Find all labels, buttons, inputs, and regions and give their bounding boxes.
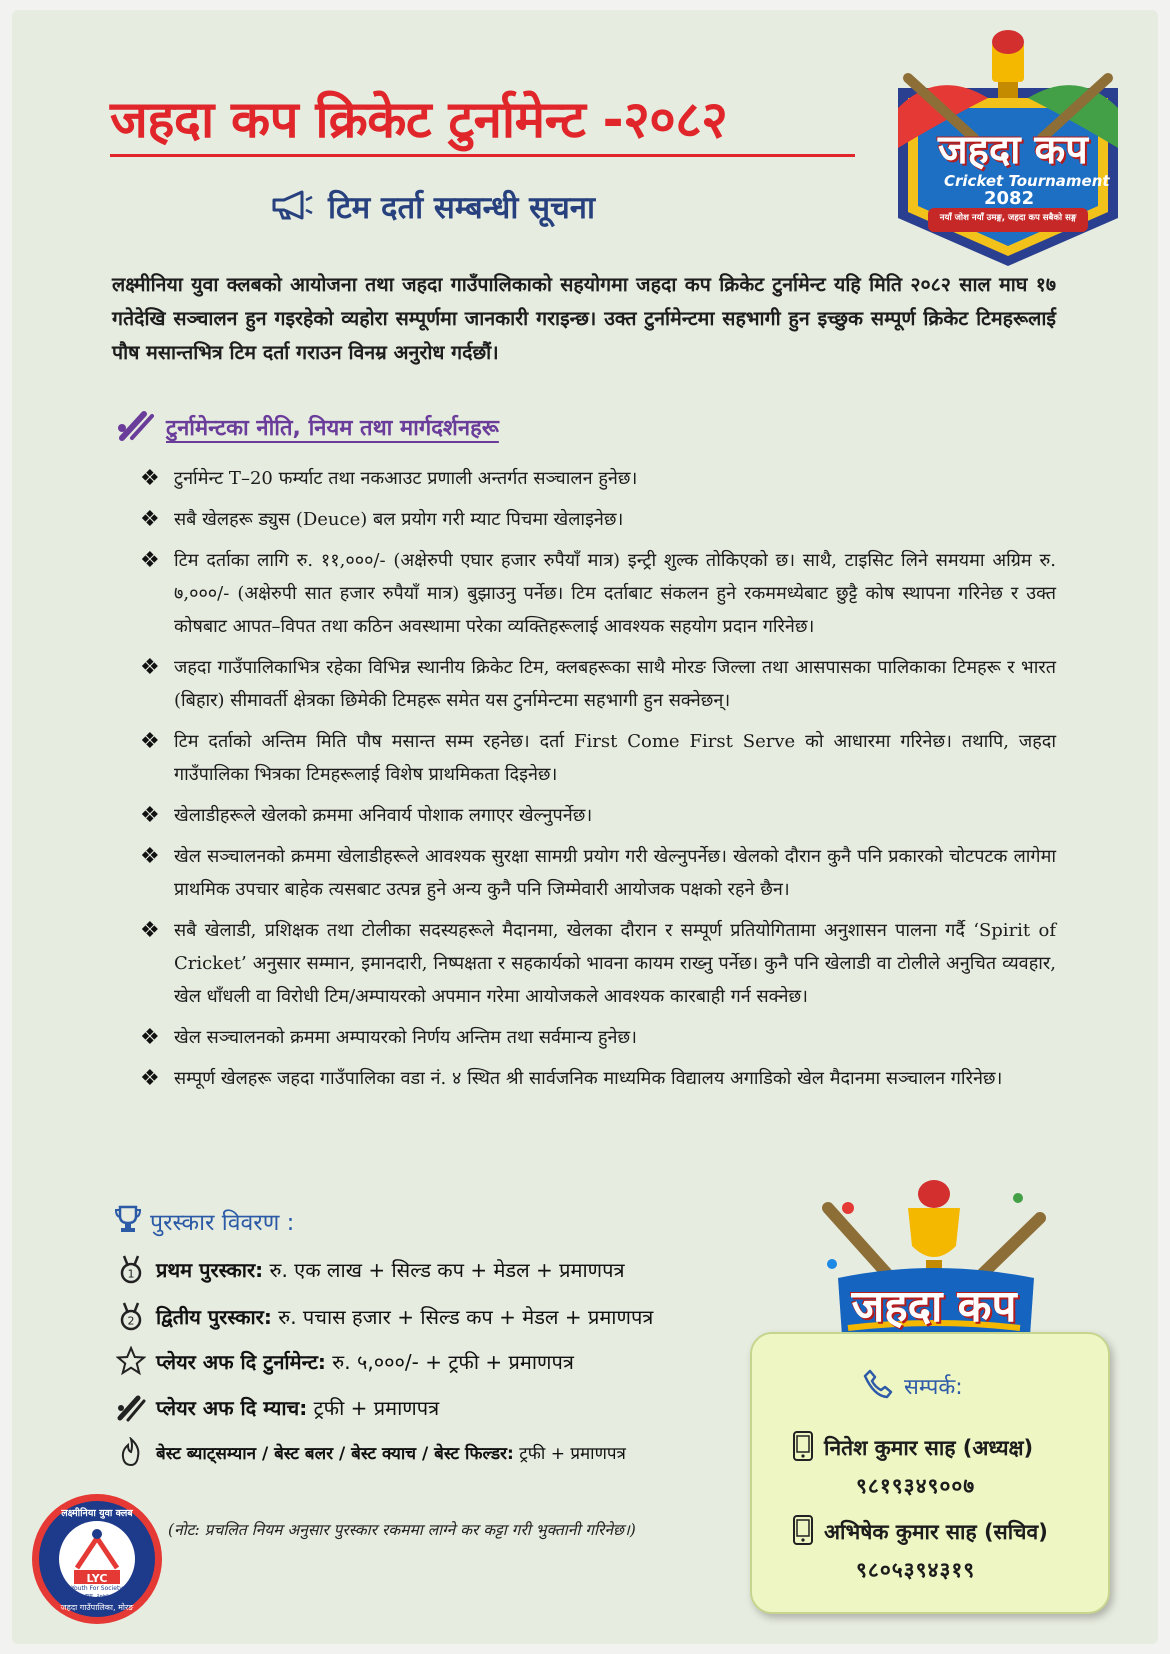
star-icon (116, 1346, 146, 1376)
rules-title: टुर्नामेन्टका नीति, नियम तथा मार्गदर्शनहरू (166, 416, 499, 441)
club-estd: स्था. २०७९ (85, 1593, 109, 1600)
diamond-bullet-icon: ❖ (140, 1025, 160, 1050)
rule-item: ❖ खेल सञ्चालनको क्रममा खेलाडीहरूले आवश्यक सुरक्षा सामग्री प्रयोग गरी खेल्नुपर्नेछ। खेलको दौरान कुनै पनि प्रकारको चोटपटक लागेमा प्राथमिक उपचार बाहेक त्यसबाट उत्पन्न हुने अन्य कुनै पनि जिम्मेवारी आयोजक पक्षको रहने छैन। (140, 840, 1056, 906)
trophy-icon (114, 1204, 142, 1238)
contact-card (750, 1332, 1110, 1614)
club-name: लक्ष्मीनिया युवा क्लब (61, 1508, 133, 1519)
club-place: जहदा गाउँपालिका, मोरङ (60, 1603, 134, 1612)
rule-item: ❖ सम्पूर्ण खेलहरू जहदा गाउँपालिका वडा नं. ४ स्थित श्री सार्वजनिक माध्यमिक विद्यालय अगाडिको खेल मैदानमा सञ्चालन गरिनेछ। (140, 1062, 1056, 1095)
title-underline (110, 154, 855, 157)
tournament-logo-small (808, 1168, 1060, 1348)
diamond-bullet-icon: ❖ (140, 803, 160, 828)
medal-1-icon (116, 1254, 146, 1284)
rule-item: ❖ खेलाडीहरूले खेलको क्रममा अनिवार्य पोशाक लगाएर खेल्नुपर्नेछ। (140, 799, 1056, 832)
mobile-phone-icon (792, 1430, 814, 1466)
rule-item: ❖ टुर्नामेन्ट T–20 फर्म्याट तथा नकआउट प्रणाली अन्तर्गत सञ्चालन हुनेछ। (140, 462, 1056, 495)
mobile-phone-icon (792, 1514, 814, 1550)
logo-small-name: जहदा कप (851, 1281, 1017, 1332)
rule-item: ❖ टिम दर्ताको अन्तिम मिति पौष मसान्त सम्म रहनेछ। दर्ता First Come First Serve को आधारमा गरिनेछ। तथापि, जहदा गाउँपालिका भित्रका टिमहरूलाई विशेष प्राथमिकता दिइनेछ। (140, 725, 1056, 791)
tournament-logo (878, 28, 1138, 268)
diamond-bullet-icon: ❖ (140, 1066, 160, 1091)
diamond-bullet-icon: ❖ (140, 548, 160, 573)
contact-name: नितेश कुमार साह (अध्यक्ष) (824, 1436, 1034, 1460)
rule-item: ❖ सबै खेलाडी, प्रशिक्षक तथा टोलीका सदस्यहरूले मैदानमा, खेलका दौरान र सम्पूर्ण प्रतियोगितामा अनुशासन पालना गर्दै ‘Spirit of Cricket’ अनुसार सम्मान, इमानदारी, निष्पक्षता र सहकार्यको भावना कायम राख्नु पर्नेछ। कुनै पनि खेलाडी वा टोलीले अनुचित व्यवहार, खेल धाँधली वा विरोधी टिम/अम्पायरको अपमान गरेमा आयोजकले आवश्यक कारबाही गर्न सक्नेछ। (140, 914, 1056, 1013)
prize-first: 1 प्रथम पुरस्कार: रु. एक लाख + सिल्ड कप + मेडल + प्रमाणपत्र (116, 1254, 625, 1284)
diamond-bullet-icon: ❖ (140, 918, 160, 943)
club-abbr: LYC (86, 1572, 108, 1585)
contact-person-1 (792, 1430, 1033, 1466)
diamond-bullet-icon: ❖ (140, 844, 160, 869)
diamond-bullet-icon: ❖ (140, 507, 160, 532)
diamond-bullet-icon: ❖ (140, 655, 160, 680)
rule-item: ❖ टिम दर्ताका लागि रु. ११,०००/- (अक्षेरुपी एघार हजार रुपैयाँ मात्र) इन्ट्री शुल्क तोकिएको छ। साथै, टाइसिट लिने समयमा अग्रिम रु. ७,०००/- (अक्षेरुपी सात हजार रुपैयाँ मात्र) बुझाउनु पर्नेछ। टिम दर्ताबाट संकलन हुने रकममध्येबाट छुट्टै कोष स्थापना गरिनेछ र उक्त कोषबाट आपत–विपत तथा कठिन अवस्थामा परेका व्यक्तिहरूलाई आवश्यक सहयोग प्रदान गरिनेछ। (140, 544, 1056, 643)
logo-name: जहदा कप (938, 127, 1088, 173)
contact-person-2 (792, 1514, 1048, 1550)
rule-item: ❖ खेल सञ्चालनको क्रममा अम्पायरको निर्णय अन्तिम तथा सर्वमान्य हुनेछ। (140, 1021, 1056, 1054)
prize-best-players: बेस्ट ब्याट्सम्यान / बेस्ट बलर / बेस्ट क्याच / बेस्ट फिल्डर: ट्रफी + प्रमाणपत्र (116, 1437, 626, 1467)
cricket-bat-icon (116, 1392, 146, 1422)
rules-list (140, 462, 1056, 1103)
rule-item: ❖ जहदा गाउँपालिकाभित्र रहेका विभिन्न स्थानीय क्रिकेट टिम, क्लबहरूका साथै मोरङ जिल्ला तथा आसपासका पालिकाका टिमहरू र भारत (बिहार) सीमावर्ती क्षेत्रका छिमेकी टिमहरू समेत यस टुर्नामेन्टमा सहभागी हुन सक्नेछन्। (140, 651, 1056, 717)
prizes-heading (114, 1204, 294, 1238)
logo-year: 2082 (984, 188, 1035, 209)
prizes-title: पुरस्कार विवरण : (150, 1210, 295, 1236)
phone-icon (862, 1368, 894, 1404)
intro-paragraph: लक्ष्मीनिया युवा क्लबको आयोजना तथा जहदा गाउँपालिकाको सहयोगमा जहदा कप क्रिकेट टुर्नामेन्ट यहि मिति २०८२ साल माघ १७ गतेदेखि सञ्चालन हुन गइरहेको व्यहोरा सम्पूर्णमा जानकारी गराइन्छ। उक्त टुर्नामेन्टमा सहभागी हुन इच्छुक सम्पूर्ण क्रिकेट टिमहरूलाई पौष मसान्तभित्र टिम दर्ता गराउन विनम्र अनुरोध गर्दछौं। (112, 273, 1056, 364)
contact-phone[interactable]: ९८०५३९४३१९ (856, 1558, 976, 1582)
prize-player-of-tournament: प्लेयर अफ दि टुर्नामेन्ट: रु. ५,०००/- + ट्रफी + प्रमाणपत्र (116, 1346, 574, 1376)
contact-phone[interactable]: ९८१९३४९००७ (856, 1474, 976, 1498)
rules-heading (116, 408, 499, 446)
svg-text:2: 2 (127, 1314, 135, 1328)
tax-note: (नोट: प्रचलित नियम अनुसार पुरस्कार रकममा लाग्ने कर कट्टा गरी भुक्तानी गरिनेछ।) (168, 1521, 636, 1539)
prize-player-of-match: प्लेयर अफ दि म्याच: ट्रफी + प्रमाणपत्र (116, 1392, 439, 1422)
contact-heading (862, 1368, 963, 1404)
prize-second: 2 द्वितीय पुरस्कार: रु. पचास हजार + सिल्ड कप + मेडल + प्रमाणपत्र (116, 1301, 653, 1331)
club-logo (30, 1492, 164, 1626)
page-title: जहदा कप क्रिकेट टुर्नामेन्ट -२०८२ (110, 91, 728, 150)
logo-tagline: Cricket Tournament (944, 172, 1110, 190)
logo-ribbon: नयाँ जोश नयाँ उमङ्ग, जहदा कप सबैको सङ्ग (939, 213, 1077, 223)
diamond-bullet-icon: ❖ (140, 729, 160, 754)
page-subtitle: टिम दर्ता सम्बन्धी सूचना (328, 190, 596, 226)
rule-item: ❖ सबै खेलहरू ड्युस (Deuce) बल प्रयोग गरी म्याट पिचमा खेलाइनेछ। (140, 503, 1056, 536)
diamond-bullet-icon: ❖ (140, 466, 160, 491)
cricket-bat-icon (116, 408, 156, 446)
contact-name: अभिषेक कुमार साह (सचिव) (824, 1520, 1048, 1544)
svg-text:1: 1 (127, 1267, 135, 1281)
contact-title: सम्पर्क: (904, 1375, 963, 1400)
subtitle-row (270, 186, 595, 228)
medal-2-icon (116, 1301, 146, 1331)
flame-icon (116, 1437, 146, 1467)
club-motto: Youth For Society (71, 1585, 123, 1592)
megaphone-icon (270, 190, 314, 224)
